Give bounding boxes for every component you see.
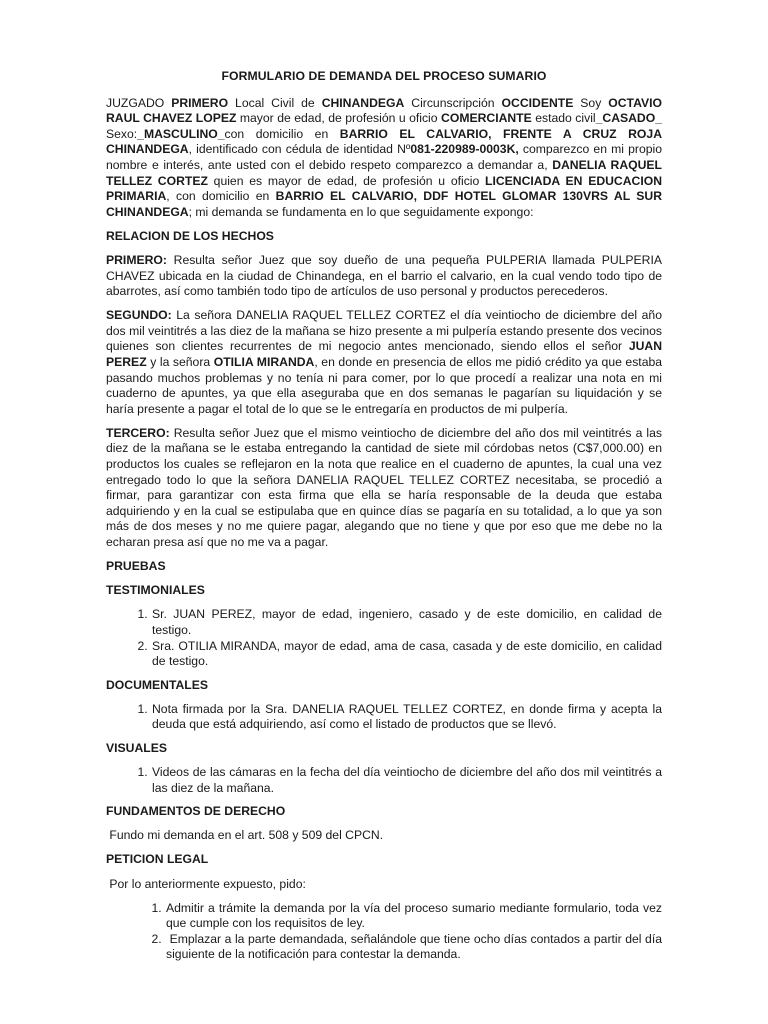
- fundamentos-paragraph: Fundo mi demanda en el art. 508 y 509 del CPCN.: [106, 828, 384, 843]
- pruebas-heading: PRUEBAS: [106, 559, 166, 574]
- intro-paragraph: JUZGADO PRIMERO Local Civil de CHINANDEGA Circunscripción OCCIDENTE Soy OCTAVIO RAUL CHAVEZ LOPEZ mayor de edad, de profesión u oficio COMERCIANTE estado civil_CASADO_ Sexo:_MASCULINO_con domicilio en BARRIO EL CALVARIO, FRENTE A CRUZ ROJA CHINANDEGA, identificado con cédula de identidad Nº081-220989-0003K, comparezco en mi propio nombre e interés, ante usted con el debido respeto comparezco a demandar a, DANELIA RAQUEL TELLEZ CORTEZ quien es mayor de edad, de profesión u oficio LICENCIADA EN EDUCACION PRIMARIA, con domicilio en BARRIO EL CALVARIO, DDF HOTEL GLOMAR 130VRS AL SUR CHINANDEGA; mi demanda se fundamenta en lo que seguidamente expongo:: [106, 95, 663, 219]
- list-item: 1. Nota firmada por la Sra. DANELIA RAQUEL TELLEZ CORTEZ, en donde firma y acepta la deuda que está adquiriendo, así como el listado de productos que se llevó.: [151, 702, 662, 733]
- tercero-label: TERCERO:: [106, 425, 170, 440]
- fundamentos-heading: FUNDAMENTOS DE DERECHO: [106, 804, 286, 819]
- hechos-heading: RELACION DE LOS HECHOS: [106, 228, 274, 243]
- document-title: FORMULARIO DE DEMANDA DEL PROCESO SUMARIO: [221, 69, 547, 83]
- list-item: 1. Sr. JUAN PEREZ, mayor de edad, ingeniero, casado y de este domicilio, en calidad de testigo.: [151, 607, 662, 638]
- primero-label: PRIMERO:: [106, 252, 167, 267]
- list-item: 2. Sra. OTILIA MIRANDA, mayor de edad, ama de casa, casada y de este domicilio, en calidad de testigo.: [151, 639, 662, 670]
- list-item: 1. Videos de las cámaras en la fecha del día veintiocho de diciembre del año dos mil veintitrés a las diez de la mañana.: [151, 765, 662, 796]
- testimoniales-heading: TESTIMONIALES: [106, 583, 205, 598]
- testimoniales-list: [106, 607, 662, 669]
- peticion-list: [106, 900, 666, 963]
- tercero-paragraph: TERCERO: Resulta señor Juez que el mismo veintiocho de diciembre del año dos mil veintitrés a las diez de la mañana se le estaba entregando la cantidad de siete mil córdobas netos (C$7,000.00) en productos los cuales se reflejaron en la nota que realice en el cuaderno de apuntes, la cual una vez entregado todo lo que la señora DANELIA RAQUEL TELLEZ CORTEZ necesitaba, se procedió a firmar, para garantizar con esta firma que ella se haría responsable de la deuda que estaba adquiriendo y en la cual se estipulaba que en quince días se pagaría en su totalidad, a lo que ya son más de dos meses y no me quiere pagar, alegando que no tiene y que por eso que me debe no la echaran presa así que no me va a pagar.: [106, 425, 662, 550]
- list-item: 2. Emplazar a la parte demandada, señalándole que tiene ocho días contados a partir del día siguiente de la notificación para contestar la demanda.: [165, 932, 662, 963]
- list-item: 1. Admitir a trámite la demanda por la vía del proceso sumario mediante formulario, toda vez que cumple con los requisitos de ley.: [165, 901, 662, 932]
- peticion-intro: Por lo anteriormente expuesto, pido:: [106, 876, 306, 891]
- visuales-list: [106, 765, 662, 796]
- segundo-label: SEGUNDO:: [106, 308, 172, 323]
- visuales-heading: VISUALES: [106, 740, 167, 755]
- documentales-heading: DOCUMENTALES: [106, 677, 209, 692]
- segundo-paragraph: SEGUNDO: La señora DANELIA RAQUEL TELLEZ CORTEZ el día veintiocho de diciembre del año dos mil veintitrés a las diez de la mañana se hizo presente a mi pulpería estando presente dos vecinos quienes son clientes recurrentes de mi negocio antes mencionado, siendo ellos el señor JUAN PEREZ y la señora OTILIA MIRANDA, en donde en presencia de ellos me pidió crédito ya que estaba pasando muchos problemas y no tenía ni para comer, por lo que procedí a realizar una nota en mi cuaderno de apuntes, ya que ella aseguraba que en dos semanas le pagarían su liquidación y se haría presente a pagar el total de lo que se le entregaría en productos de mi pulpería.: [106, 308, 663, 416]
- documentales-list: [106, 702, 662, 733]
- primero-paragraph: PRIMERO: Resulta señor Juez que soy dueño de una pequeña PULPERIA llamada PULPERIA CHAVEZ ubicada en la ciudad de Chinandega, en el barrio el calvario, en la cual vendo todo tipo de abarrotes, así como también todo tipo de artículos de uso personal y productos perecederos.: [106, 252, 662, 299]
- peticion-heading: PETICION LEGAL: [106, 852, 209, 867]
